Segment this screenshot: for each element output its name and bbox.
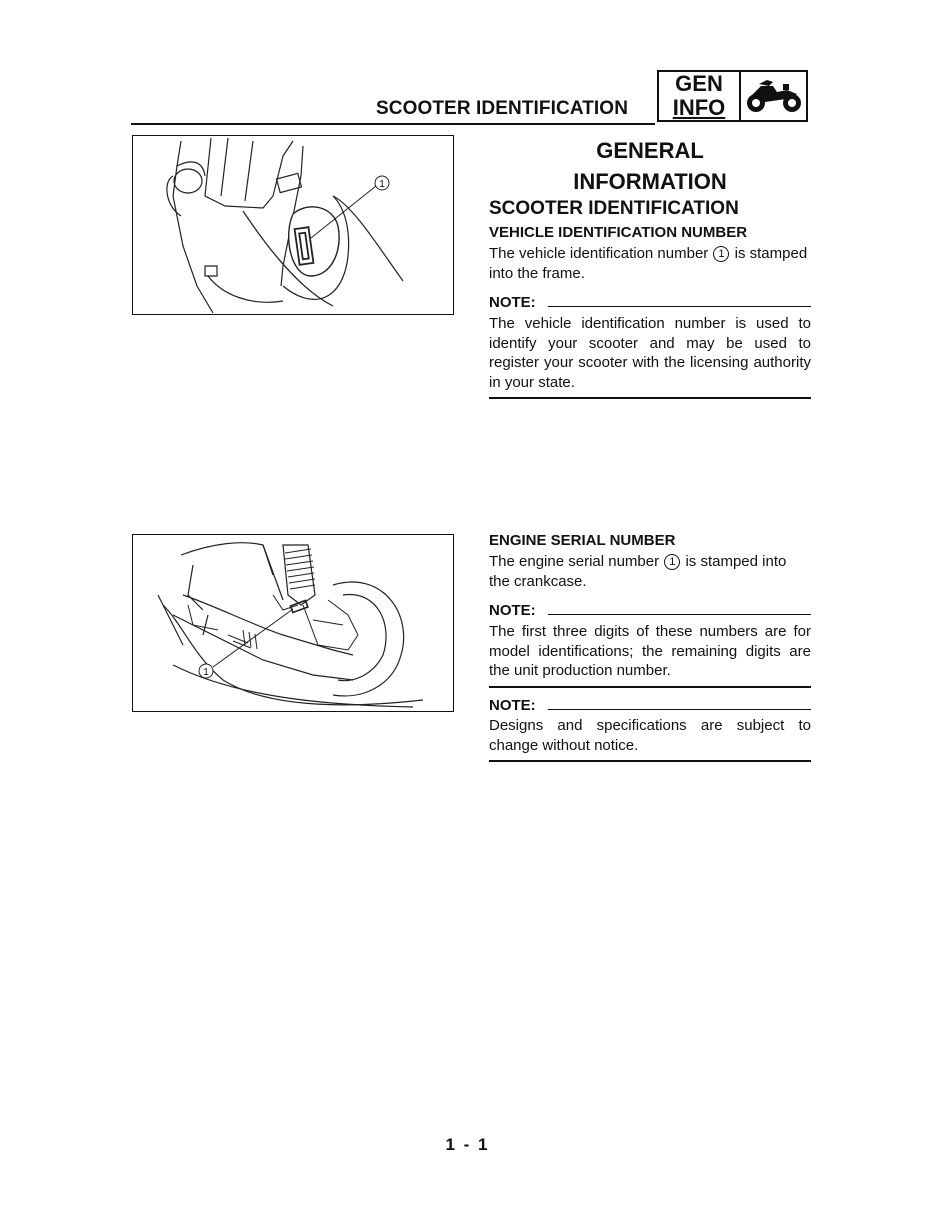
vin-text-after: is stamped into the frame. [489,245,808,282]
gen-info-label [659,72,741,120]
note-rule [548,614,811,616]
gen-info-badge [657,70,808,122]
engine-note-2-text: Designs and specifications are subject to change without notice. [489,717,811,754]
vin-text-before: The vehicle identification number [489,245,709,262]
engine-heading: ENGINE SERIAL NUMBER [489,532,676,549]
vehicle-id-illustration [132,135,454,315]
note-rule [548,709,811,711]
header-rule [131,123,655,125]
main-title-line-1: GENERAL [596,138,704,163]
engine-note-1-header [489,602,811,619]
engine-note-2-header [489,697,811,714]
vin-note-header [489,294,811,311]
engine-text-before: The engine serial number [489,553,660,570]
vehicle-callout-number: 1 [379,179,385,190]
vin-heading: VEHICLE IDENTIFICATION NUMBER [489,224,748,241]
badge-line-2: INFO [672,95,726,120]
page-number: 1 - 1 [445,1135,490,1154]
note-rule [548,306,811,308]
engine-serial-illustration [132,534,454,712]
engine-callout-number: 1 [203,667,209,678]
section-title: SCOOTER IDENTIFICATION [489,198,739,219]
vin-note-text: The vehicle identification number is used to identify your scooter and may be used to register your scooter with the licensing authority in your state. [489,315,811,391]
engine-paragraph [489,552,811,591]
vin-note-end-rule [489,397,811,399]
vin-note-label: NOTE: [489,294,536,311]
engine-note-2-end-rule [489,760,811,762]
engine-note-1-label: NOTE: [489,602,536,619]
engine-note-1-text: The first three digits of these numbers are for model identifications; the remaining digits are the unit production number. [489,623,811,679]
engine-callout-ref: 1 [664,554,680,570]
main-title-line-2: INFORMATION [573,169,727,194]
motorcycle-icon [743,76,805,116]
engine-note-2-label: NOTE: [489,697,536,714]
engine-text-after: is stamped into the crankcase. [489,553,787,590]
page-main-title [489,135,811,197]
header-section-title: SCOOTER IDENTIFICATION [376,98,629,119]
vin-callout-ref: 1 [713,246,729,262]
engine-note-1-end-rule [489,686,811,688]
vin-paragraph [489,244,811,283]
badge-line-1: GEN [675,71,723,96]
